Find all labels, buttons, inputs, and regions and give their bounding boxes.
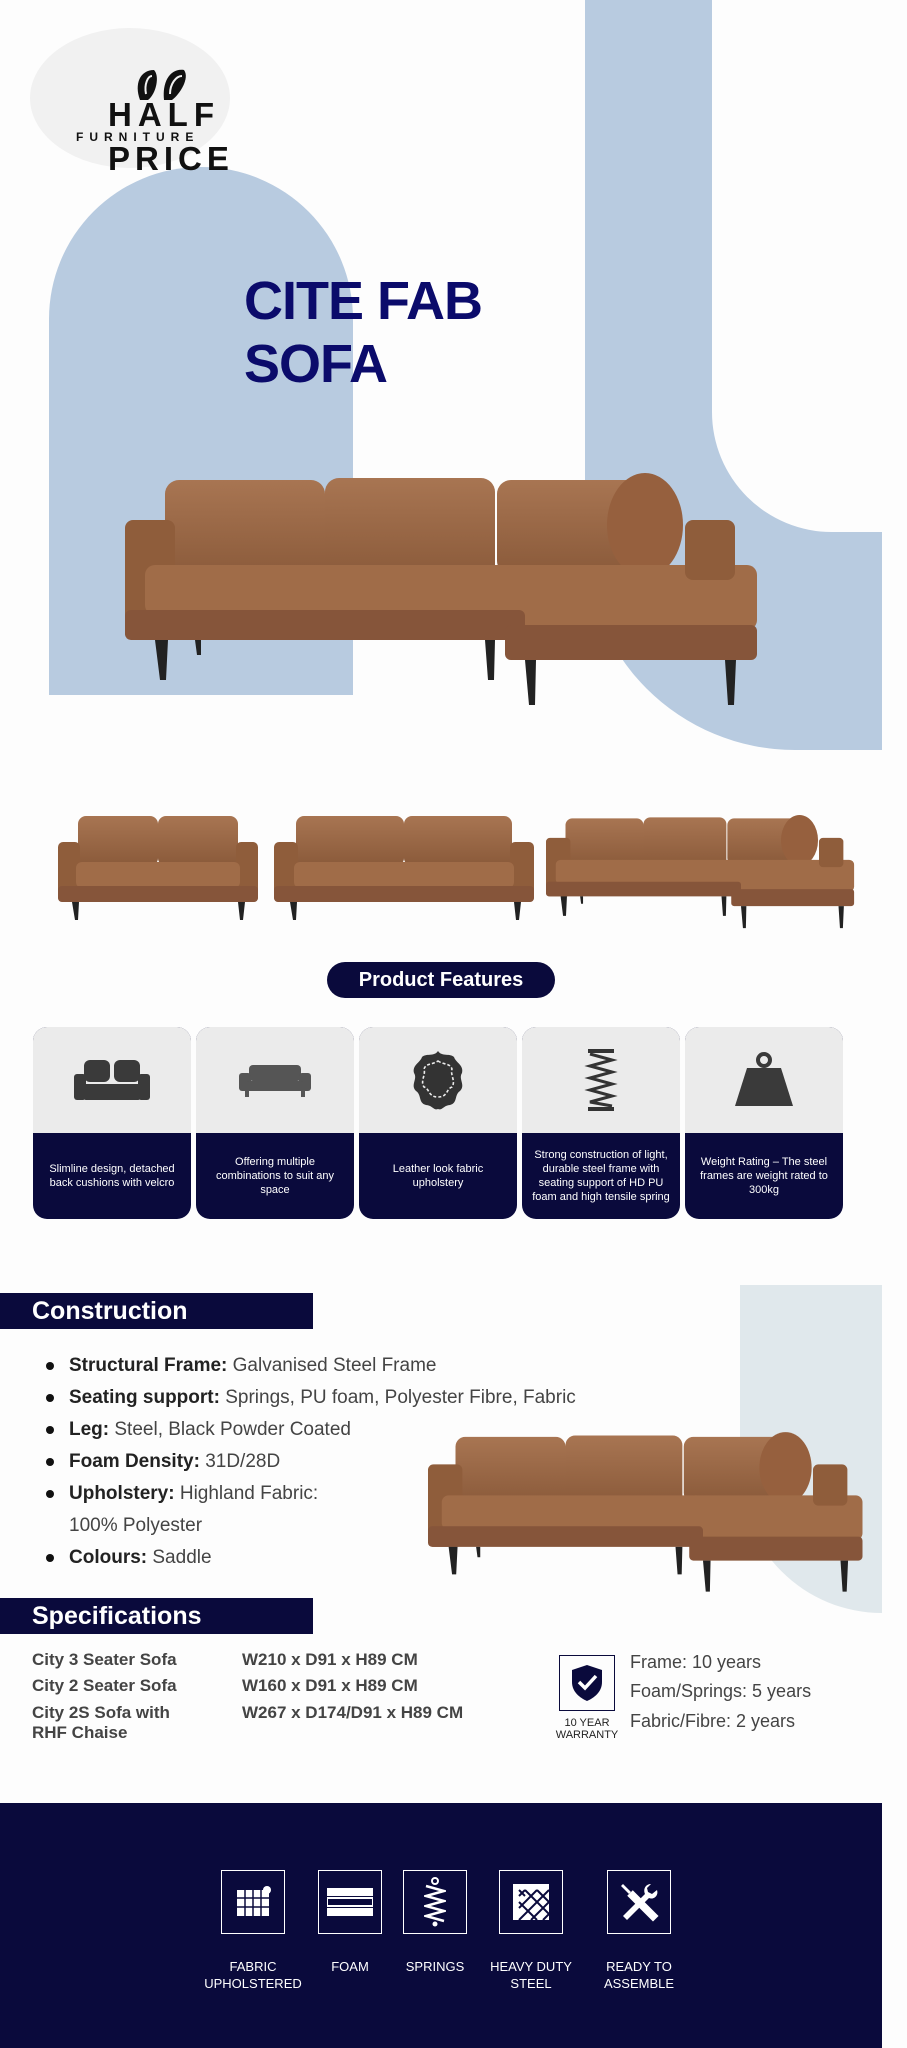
warranty-badge-line1: 10 YEAR (564, 1717, 610, 1729)
feature-card (359, 1027, 517, 1219)
spec-name: City 2S Sofa with RHF Chaise (32, 1703, 170, 1742)
brand-line-half: HALF (108, 96, 220, 133)
feature-text: Weight Rating – The steel frames are weight rated to 300kg (700, 1156, 828, 1196)
variant-chaise-image[interactable] (546, 812, 858, 932)
fabric-icon-box (221, 1870, 285, 1934)
footer-label-fabric: FABRIC UPHOLSTERED (204, 1959, 302, 1991)
list-item: Structural Frame: Galvanised Steel Frame (40, 1350, 640, 1382)
hero-backdrop-cutout (712, 0, 882, 532)
feature-card (196, 1027, 354, 1219)
steel-icon (511, 1882, 551, 1922)
variant-3-seater-image[interactable] (274, 812, 534, 922)
footer-label-foam: FOAM (331, 1959, 369, 1974)
product-title (244, 270, 482, 396)
feature-text: Offering multiple combinations to suit any space (215, 1156, 334, 1196)
brand-line-price: PRICE (108, 140, 234, 177)
springs-icon-box (403, 1870, 467, 1934)
feature-text: Leather look fabric upholstery (392, 1163, 484, 1189)
fabric-icon (233, 1882, 273, 1922)
spring-icon (584, 1048, 618, 1112)
steel-icon-box (499, 1870, 563, 1934)
list-item: Seating support: Springs, PU foam, Polyester Fibre, Fabric (40, 1382, 640, 1414)
title-line-2: SOFA (244, 334, 388, 394)
footer-label-assemble: READY TO ASSEMBLE (603, 1959, 675, 1991)
feature-card (33, 1027, 191, 1219)
brand-line-furniture: FURNITURE (76, 130, 200, 144)
spec-dims: W210 x D91 x H89 CM (242, 1650, 418, 1669)
product-features-heading: Product Features (327, 962, 555, 998)
warranty-badge (552, 1655, 622, 1741)
spec-name: City 2 Seater Sofa (32, 1676, 177, 1695)
warranty-foam: Foam/Springs: 5 years (630, 1681, 812, 1701)
variant-2-seater-image[interactable] (58, 812, 258, 922)
construction-heading: Construction (0, 1293, 313, 1329)
list-item: Foam Density: 31D/28D (40, 1446, 640, 1478)
brand-logo[interactable] (30, 28, 234, 177)
shield-check-icon (570, 1664, 604, 1702)
spec-dims: W267 x D174/D91 x H89 CM (242, 1703, 464, 1722)
footer-label-springs: SPRINGS (405, 1959, 465, 1974)
warranty-fabric: Fabric/Fibre: 2 years (630, 1711, 796, 1731)
weight-icon (733, 1052, 795, 1108)
warranty-badge-line2: WARRANTY (555, 1729, 619, 1741)
feature-card (685, 1027, 843, 1219)
list-item: Leg: Steel, Black Powder Coated (40, 1414, 640, 1446)
list-item: Upholstery: Highland Fabric: 100% Polyester (40, 1478, 640, 1542)
warranty-frame: Frame: 10 years (630, 1652, 762, 1672)
feature-text: Strong construction of light, durable steel frame with seating support of HD PU foam and high tensile spring (532, 1149, 670, 1203)
feature-card (522, 1027, 680, 1219)
springs-icon (424, 1877, 446, 1927)
construction-sofa-image (428, 1430, 868, 1595)
leather-hide-icon (410, 1049, 466, 1111)
feature-text: Slimline design, detached back cushions with velcro (49, 1163, 175, 1189)
foam-icon-box (318, 1870, 382, 1934)
foam-icon (327, 1884, 373, 1920)
footer-label-steel: HEAVY DUTY STEEL (490, 1959, 572, 1991)
spec-name: City 3 Seater Sofa (32, 1650, 177, 1669)
spec-dims: W160 x D91 x H89 CM (242, 1676, 418, 1695)
sofa-icon (239, 1063, 311, 1097)
list-item: Colours: Saddle (40, 1542, 640, 1574)
tools-icon-box (607, 1870, 671, 1934)
hero-sofa-image (125, 470, 765, 710)
title-line-1: CITE FAB (244, 271, 483, 331)
tools-icon (617, 1880, 661, 1924)
specifications-heading: Specifications (0, 1598, 313, 1634)
loveseat-icon (74, 1058, 150, 1102)
